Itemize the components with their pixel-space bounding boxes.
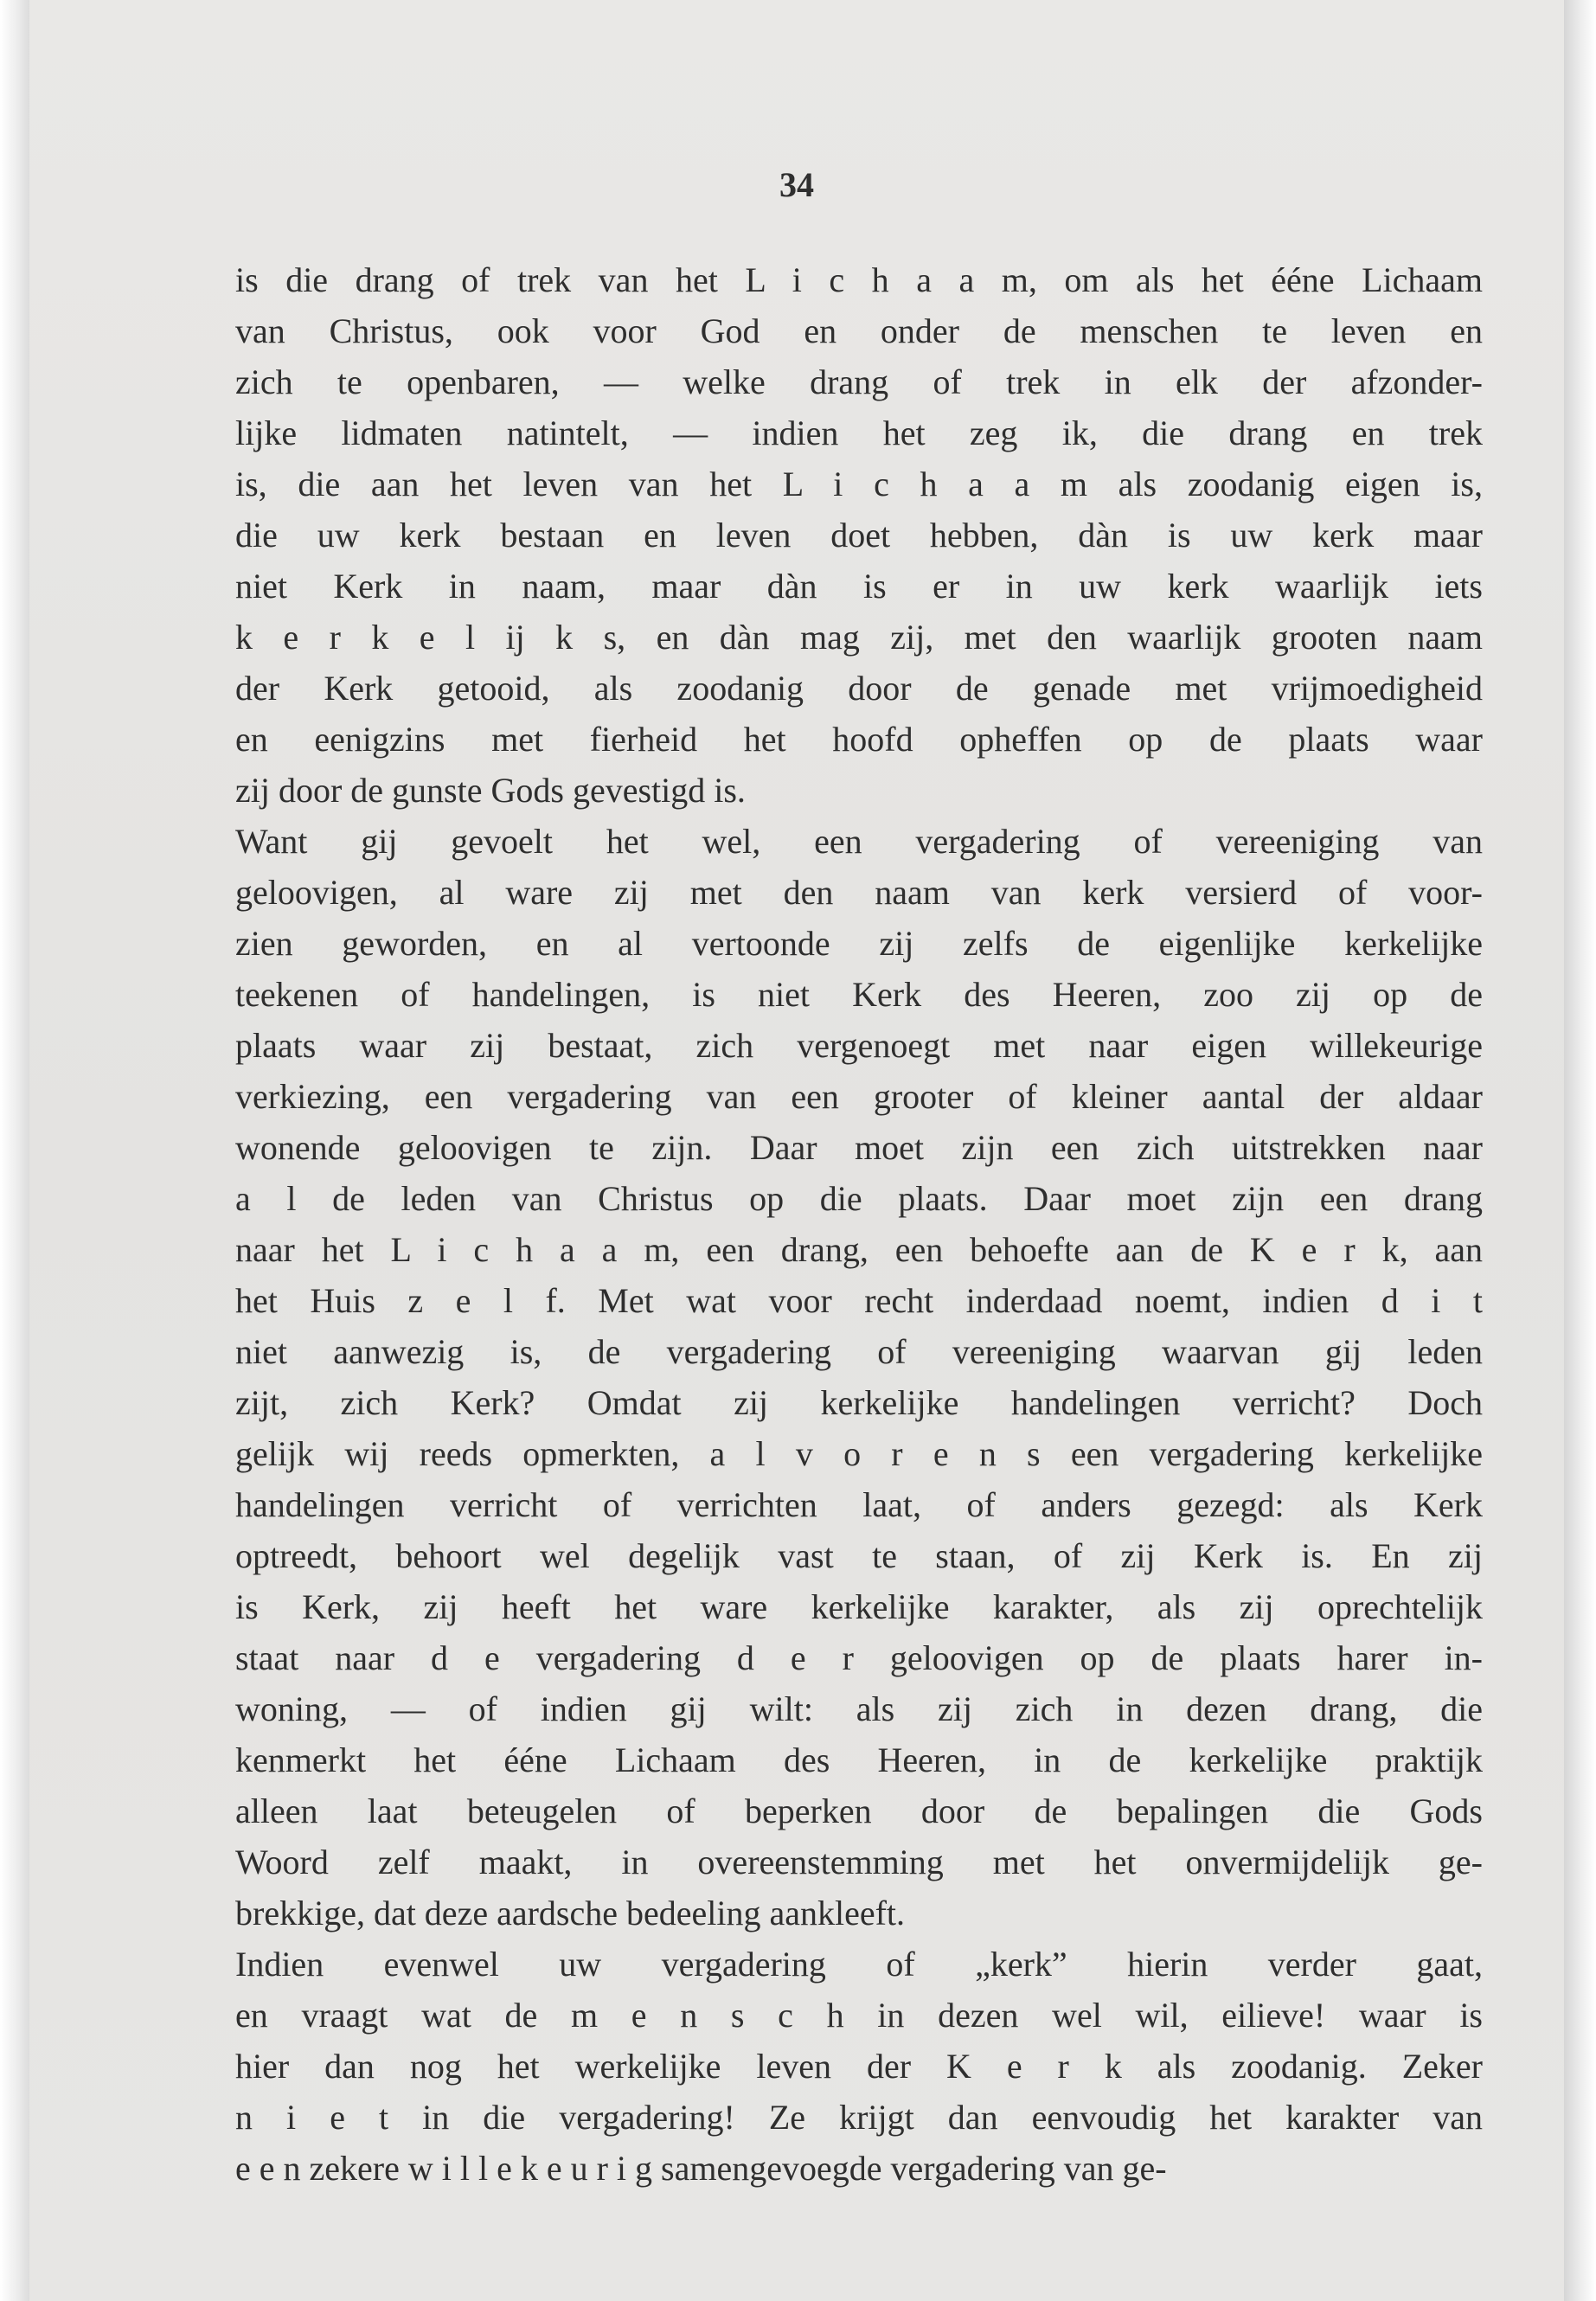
text-line: wonende geloovigen te zijn. Daar moet zijn een zich uitstrekken naar: [235, 1128, 1483, 1167]
text-line: niet aanwezig is, de vergadering of vereeniging waarvan gij leden: [235, 1332, 1483, 1371]
text-line: is Kerk, zij heeft het ware kerkelijke karakter, als zij oprechtelijk: [235, 1587, 1483, 1626]
text-line: verkiezing, een vergadering van een grooter of kleiner aantal der aldaar: [235, 1077, 1483, 1116]
text-line: niet Kerk in naam, maar dàn is er in uw kerk waarlijk iets: [235, 567, 1483, 606]
text-line: a l de leden van Christus op die plaats. Daar moet zijn een drang: [235, 1179, 1483, 1218]
text-line: optreedt, behoort wel degelijk vast te staan, of zij Kerk is. En zij: [235, 1536, 1483, 1575]
text-line: plaats waar zij bestaat, zich vergenoegt met naar eigen willekeurige: [235, 1026, 1483, 1065]
text-line: staat naar d e vergadering d e r geloovigen op de plaats harer in-: [235, 1638, 1483, 1677]
text-line: hier dan nog het werkelijke leven der K e r k als zoodanig. Zeker: [235, 2047, 1483, 2086]
scan-margin-right: [1564, 0, 1596, 2301]
text-line: naar het L i c h a a m, een drang, een behoefte aan de K e r k, aan: [235, 1230, 1483, 1269]
text-line: e e n zekere w i l l e k e u r i g samengevoegde vergadering van ge-: [235, 2149, 1167, 2188]
page-number: 34: [779, 165, 814, 204]
text-line: en eenigzins met fierheid het hoofd opheffen op de plaats waar: [235, 720, 1483, 759]
text-line: k e r k e l ij k s, en dàn mag zij, met den waarlijk grooten naam: [235, 618, 1483, 657]
text-line: Woord zelf maakt, in overeenstemming met het onvermijdelijk ge-: [235, 1843, 1483, 1881]
text-line: is die drang of trek van het L i c h a a m, om als het ééne Lichaam: [235, 260, 1483, 299]
text-line: zich te openbaren, — welke drang of trek in elk der afzonder-: [235, 362, 1483, 401]
text-line: lijke lidmaten natintelt, — indien het zeg ik, die drang en trek: [235, 413, 1483, 452]
text-line: n i e t in die vergadering! Ze krijgt dan eenvoudig het karakter van: [235, 2098, 1483, 2137]
text-line: zij door de gunste Gods gevestigd is.: [235, 771, 746, 810]
text-line: geloovigen, al ware zij met den naam van kerk versierd of voor-: [235, 873, 1483, 912]
text-line: is, die aan het leven van het L i c h a a m als zoodanig eigen is,: [235, 465, 1483, 503]
text-line: kenmerkt het ééne Lichaam des Heeren, in de kerkelijke praktijk: [235, 1740, 1483, 1779]
scan-margin-left: [0, 0, 29, 2301]
text-line: handelingen verricht of verrichten laat, of anders gezegd: als Kerk: [235, 1485, 1483, 1524]
text-line: alleen laat beteugelen of beperken door de bepalingen die Gods: [235, 1791, 1483, 1830]
paragraph: [235, 1939, 1483, 2194]
paragraph: [235, 816, 1483, 1939]
text-line: gelijk wij reeds opmerkten, a l v o r e n s een vergadering kerkelijke: [235, 1434, 1483, 1473]
text-line: teekenen of handelingen, is niet Kerk des Heeren, zoo zij op de: [235, 975, 1483, 1014]
text-line: der Kerk getooid, als zoodanig door de genade met vrijmoedigheid: [235, 669, 1483, 708]
text-line: het Huis z e l f. Met wat voor recht inderdaad noemt, indien d i t: [235, 1281, 1483, 1320]
paragraph: [235, 254, 1483, 816]
text-line: Want gij gevoelt het wel, een vergadering of vereeniging van: [235, 822, 1483, 861]
text-line: brekkige, dat deze aardsche bedeeling aankleeft.: [235, 1894, 906, 1932]
book-page: [29, 0, 1564, 2301]
text-line: zien geworden, en al vertoonde zij zelfs de eigenlijke kerkelijke: [235, 924, 1483, 963]
text-line: die uw kerk bestaan en leven doet hebben, dàn is uw kerk maar: [235, 516, 1483, 554]
text-line: van Christus, ook voor God en onder de menschen te leven en: [235, 311, 1483, 350]
text-line: en vraagt wat de m e n s c h in dezen wel wil, eilieve! waar is: [235, 1996, 1483, 2035]
text-line: woning, — of indien gij wilt: als zij zich in dezen drang, die: [235, 1689, 1483, 1728]
text-line: Indien evenwel uw vergadering of „kerk” hierin verder gaat,: [235, 1945, 1483, 1984]
body-text: [235, 254, 1483, 2194]
text-line: zijt, zich Kerk? Omdat zij kerkelijke handelingen verricht? Doch: [235, 1383, 1483, 1422]
